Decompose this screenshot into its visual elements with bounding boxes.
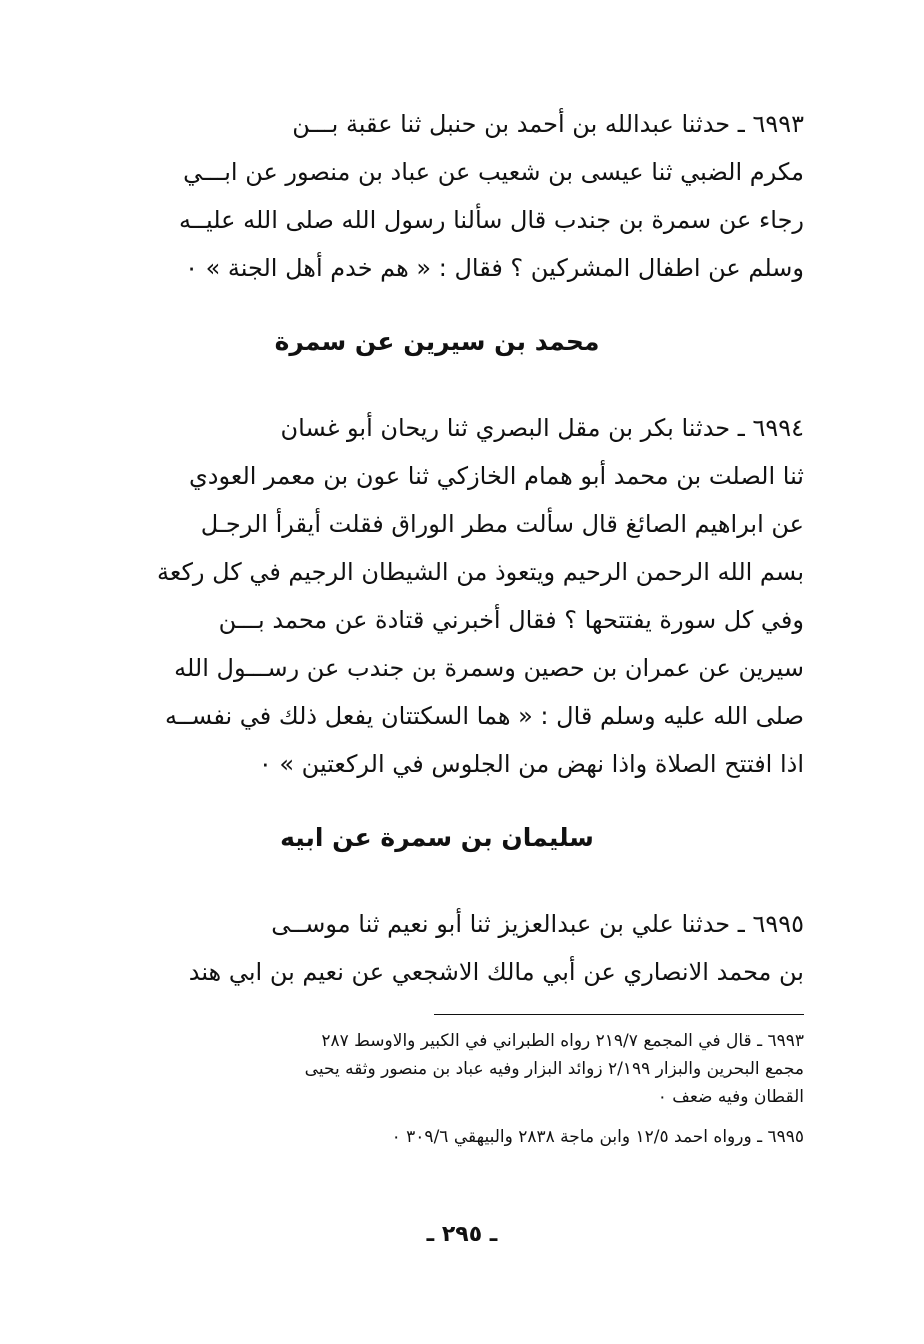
footnote-line: ٦٩٩٥ ـ ورواه احمد ١٢/٥ وابن ماجة ٢٨٣٨ والبيهقي ٣٠٩/٦ ٠ [391, 1127, 804, 1147]
text-line: سيرين عن عمران بن حصين وسمرة بن جندب عن رســـول الله [174, 654, 804, 682]
text-line: ٦٩٩٤ ـ حدثنا بكر بن مقل البصري ثنا ريحان أبو غسان [280, 414, 804, 442]
text-line: بن محمد الانصاري عن أبي مالك الاشجعي عن نعيم بن ابي هند [188, 958, 804, 986]
text-line: رجاء عن سمرة بن جندب قال سألنا رسول الله صلى الله عليــه [179, 206, 804, 234]
hadith-6994 [70, 404, 804, 788]
text-line: ٦٩٩٥ ـ حدثنا علي بن عبدالعزيز ثنا أبو نعيم ثنا موســى [271, 910, 804, 938]
footnote-line: مجمع البحرين والبزار ٢/١٩٩ زوائد البزار وفيه عباد بن منصور وثقه يحيى [304, 1059, 804, 1079]
page-number: ـ ٢٩٥ ـ [426, 1222, 498, 1247]
hadith-6993 [70, 100, 804, 292]
text-line: ثنا الصلت بن محمد أبو همام الخازكي ثنا عون بن معمر العودي [189, 462, 804, 490]
footnote-6995 [70, 1123, 804, 1151]
text-line: بسم الله الرحمن الرحيم ويتعوذ من الشيطان الرجيم في كل ركعة [157, 558, 804, 586]
text-line: وفي كل سورة يفتتحها ؟ فقال أخبرني قتادة عن محمد بـــن [218, 606, 804, 634]
text-line: اذا افتتح الصلاة واذا نهض من الجلوس في الركعتين » ٠ [258, 750, 804, 778]
text-line: مكرم الضبي ثنا عيسى بن شعيب عن عباد بن منصور عن ابـــي [183, 158, 804, 186]
section-heading-ibn-sirin: محمد بن سيرين عن سمرة [274, 327, 600, 356]
hadith-6995 [70, 900, 804, 996]
section-heading-sulayman: سليمان بن سمرة عن ابيه [280, 823, 594, 852]
text-line: عن ابراهيم الصائغ قال سألت مطر الوراق فقلت أيقرأ الرجـل [200, 510, 804, 538]
footnote-line: القطان وفيه ضعف ٠ [657, 1087, 804, 1107]
footnote-line: ٦٩٩٣ ـ قال في المجمع ٢١٩/٧ رواه الطبراني في الكبير والاوسط ٢٨٧ [321, 1031, 804, 1051]
text-line: وسلم عن اطفال المشركين ؟ فقال : « هم خدم أهل الجنة » ٠ [185, 254, 804, 282]
footnote-6993 [70, 1027, 804, 1111]
text-line: ٦٩٩٣ ـ حدثنا عبدالله بن أحمد بن حنبل ثنا عقبة بـــن [292, 110, 804, 138]
text-line: صلى الله عليه وسلم قال : « هما السكتتان يفعل ذلك في نفســه [165, 702, 804, 730]
footnote-divider [434, 1014, 804, 1015]
